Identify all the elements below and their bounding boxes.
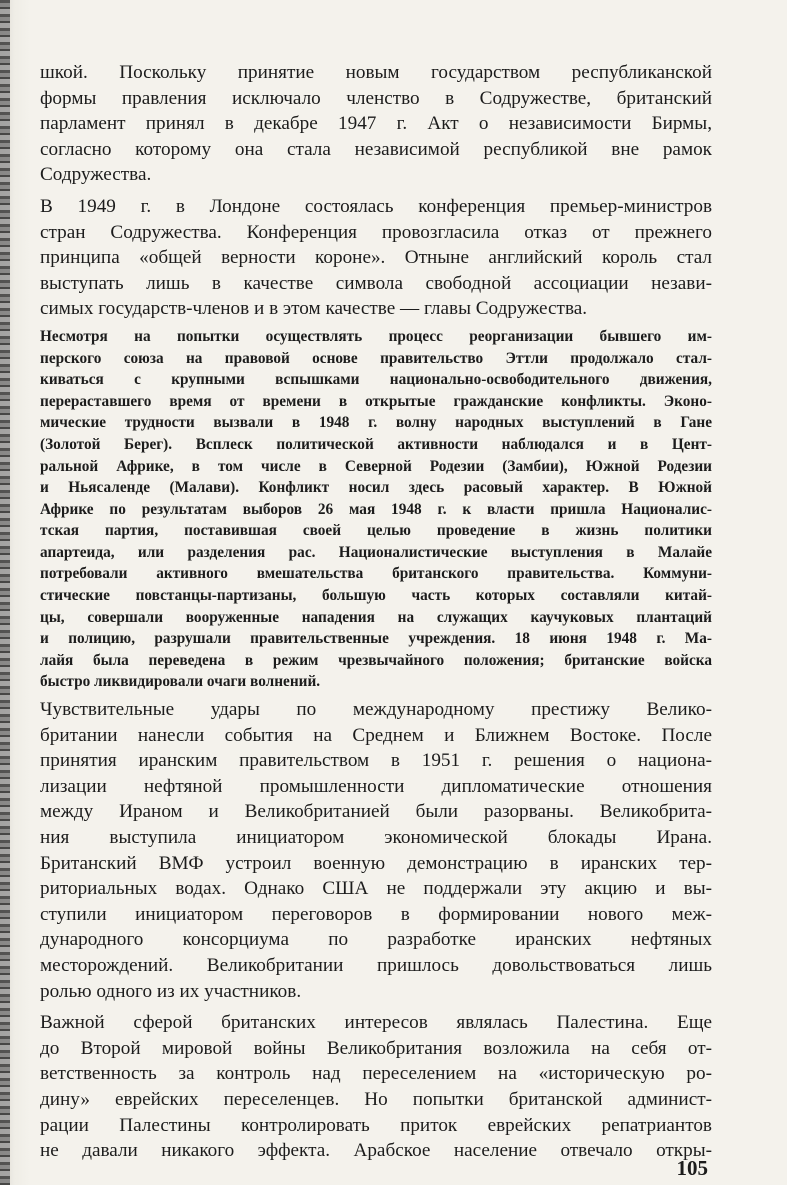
text-line: до Второй мировой войны Великобритания возложила на себя от- <box>40 1037 712 1059</box>
paragraph-4 <box>40 697 712 1004</box>
text-line: между Ираном и Великобританией были разорваны. Великобрита- <box>40 801 712 823</box>
text-line: выступать лишь в качестве символа свободной ассоциации незави- <box>40 272 712 294</box>
text-line: симых государств-членов и в этом качестве — главы Содружества. <box>40 298 588 320</box>
text-line: шкой. Поскольку принятие новым государством республиканской <box>40 62 712 83</box>
text-line: Содружества. <box>40 164 152 186</box>
text-line: рации Палестины контролировать приток еврейских репатриантов <box>40 1114 712 1136</box>
text-line: перского союза на правовой основе правительство Эттли продолжало стал- <box>40 349 712 367</box>
text-line: апартеида, или разделения рас. Националистические выступления в Малайе <box>40 543 712 561</box>
text-line: ральной Африке, в том числе в Северной Родезии (Замбии), Южной Родезии <box>40 457 712 475</box>
text-line: тская партия, поставившая своей целью проведение в жизнь политики <box>40 522 712 540</box>
text-line: Африке по результатам выборов 26 мая 1948 г. к власти пришла Националис- <box>40 500 712 518</box>
text-line: цы, совершали вооруженные нападения на служащих каучуковых плантаций <box>40 608 712 626</box>
text-line: принципа «общей верности короне». Отныне английский король стал <box>40 247 712 269</box>
text-line: риториальных водах. Однако США не поддержали эту акцию и вы- <box>40 878 712 900</box>
page-number: 105 <box>676 1156 708 1180</box>
text-line: ролью одного из их участников. <box>40 980 302 1002</box>
paragraph-3 <box>40 326 712 693</box>
text-line: не давали никакого эффекта. Арабское население отвечало откры- <box>40 1140 712 1162</box>
text-line: (Золотой Берег). Всплеск политической активности наблюдался и в Цент- <box>40 435 712 453</box>
text-line: согласно которому она стала независимой республикой вне рамок <box>40 138 712 160</box>
text-line: Британский ВМФ устроил военную демонстрацию в иранских тер- <box>40 852 712 874</box>
text-line: Чувствительные удары по международному престижу Велико- <box>40 699 712 721</box>
text-line: дину» еврейских переселенцев. Но попытки британской админист- <box>40 1088 712 1110</box>
page-text <box>40 60 712 1164</box>
text-line: принятия иранским правительством в 1951 г. решения о национа- <box>40 750 712 772</box>
text-line: киваться с крупными вспышками национально-освободительного движения, <box>40 371 712 389</box>
text-line: перераставшего время от времени в открытые гражданские конфликты. Эконо- <box>40 392 712 410</box>
text-line: формы правления исключало членство в Содружестве, британский <box>40 87 712 109</box>
text-line: стические повстанцы-партизаны, большую часть которых составляли китай- <box>40 587 712 605</box>
text-line: Важной сферой британских интересов являлась Палестина. Еще <box>40 1012 712 1034</box>
text-line: и Ньясаленде (Малави). Конфликт носил здесь расовый характер. В Южной <box>40 479 712 497</box>
paragraph-5 <box>40 1010 712 1164</box>
text-line: лизации нефтяной промышленности дипломатические отношения <box>40 775 712 797</box>
text-line: британии нанесли события на Среднем и Ближнем Востоке. После <box>40 724 712 746</box>
text-line: В 1949 г. в Лондоне состоялась конференция премьер-министров <box>40 195 712 217</box>
paragraph-1 <box>40 60 712 188</box>
text-line: Несмотря на попытки осуществлять процесс реорганизации бывшего им- <box>40 327 712 345</box>
text-line: ветственность за контроль над переселением на «историческую ро- <box>40 1063 712 1085</box>
text-line: стран Содружества. Конференция провозгласила отказ от прежнего <box>40 221 712 243</box>
text-line: потребовали активного вмешательства британского правительства. Коммуни- <box>40 565 712 583</box>
text-line: ступили инициатором переговоров в формировании нового меж- <box>40 903 712 925</box>
paragraph-2 <box>40 194 712 322</box>
text-line: и полицию, разрушали правительственные учреждения. 18 июня 1948 г. Ма- <box>40 630 712 648</box>
book-spine-shadow <box>0 0 10 1185</box>
text-line: парламент принял в декабре 1947 г. Акт о независимости Бирмы, <box>40 113 712 135</box>
text-line: дународного консорциума по разработке иранских нефтяных <box>40 929 712 951</box>
text-line: мические трудности вызвали в 1948 г. волну народных выступлений в Гане <box>40 414 712 432</box>
text-line: быстро ликвидировали очаги волнений. <box>40 673 321 691</box>
text-line: месторождений. Великобритании пришлось довольствоваться лишь <box>40 954 712 976</box>
text-line: лайя была переведена в режим чрезвычайного положения; британские войска <box>40 651 712 669</box>
text-line: ния выступила инициатором экономической блокады Ирана. <box>40 827 712 848</box>
